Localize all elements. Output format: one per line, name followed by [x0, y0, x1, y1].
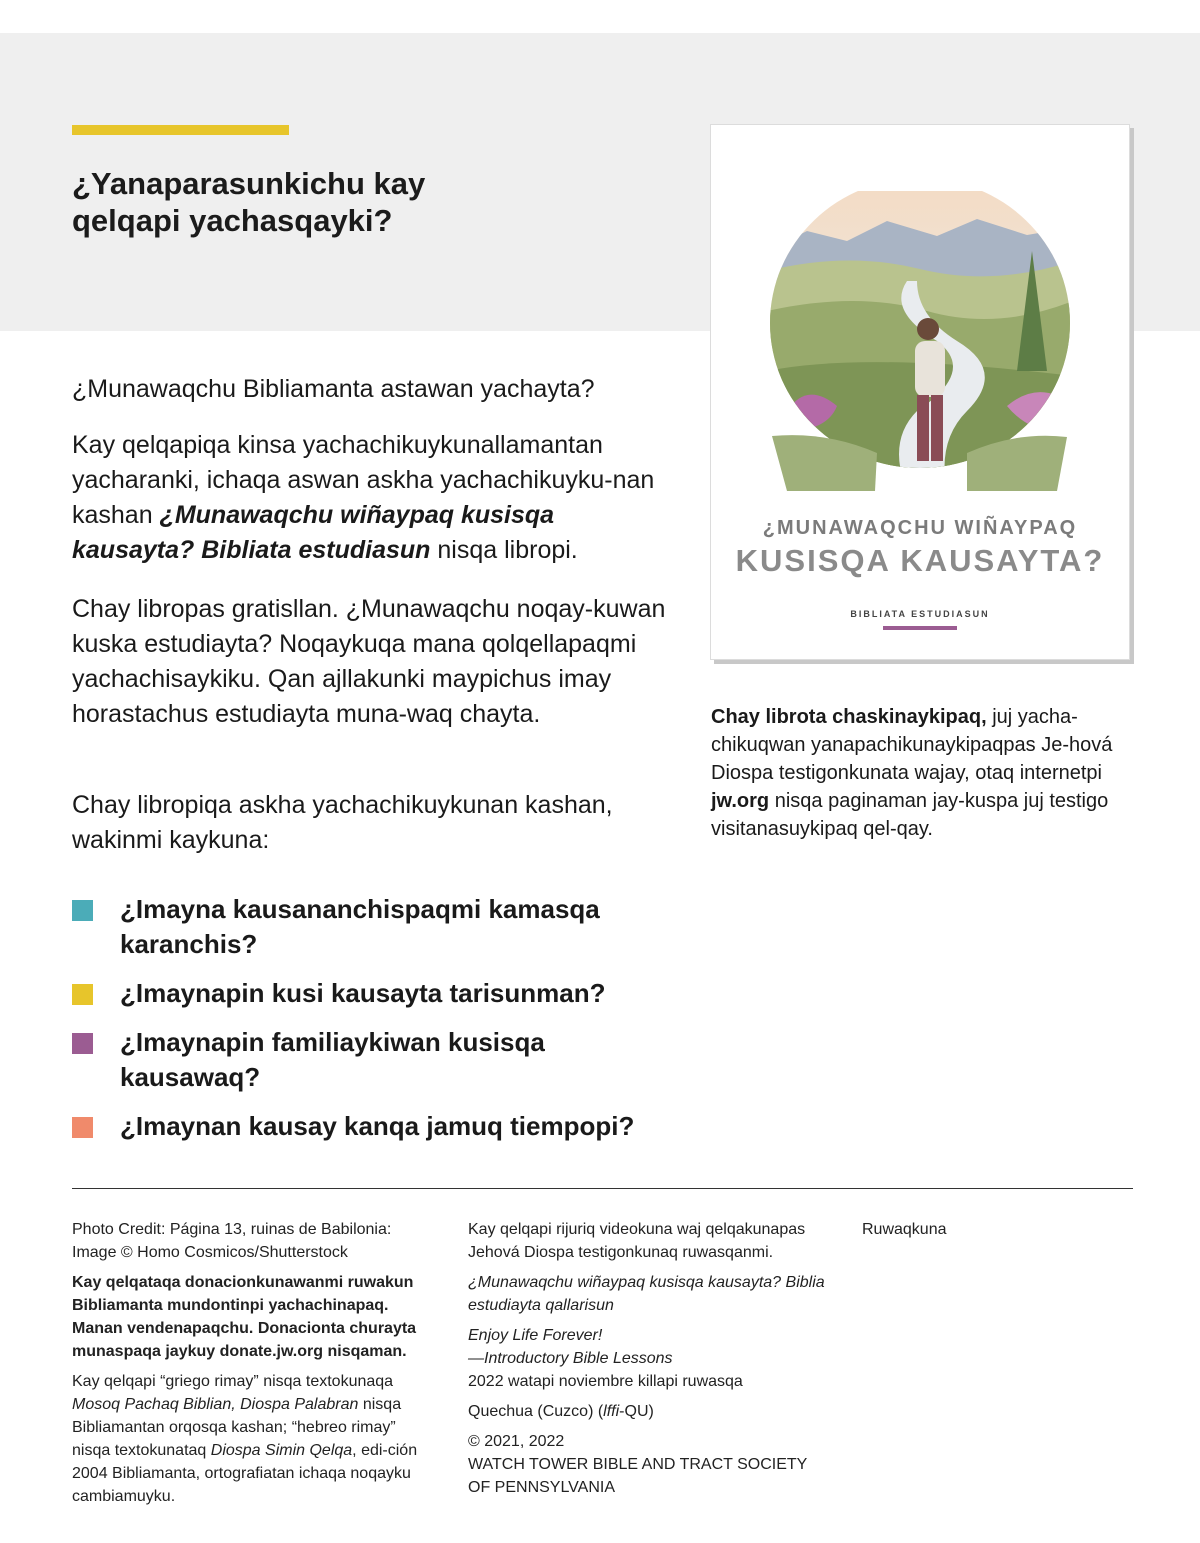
caption-text: nisqa paginaman jay-kuspa juj testigo visitanasuykipaq qel-qay. — [711, 790, 1109, 840]
square-bullet-icon — [72, 1033, 93, 1054]
landscape-illustration — [767, 191, 1073, 501]
square-bullet-icon — [72, 984, 93, 1005]
photo-credit — [72, 1218, 437, 1264]
copyright-years: © 2021, 2022 — [468, 1433, 565, 1450]
notice-text: Kay qelqapi “griego rimay” nisqa textokunaqa — [72, 1373, 394, 1390]
credit-line: Image © Homo Cosmicos/Shutterstock — [72, 1244, 348, 1261]
paragraph-text: Kay qelqapiqa kinsa yachachikuykunallamantan yacharanki, ichaqa aswan askha yachachikuyku-nan kashan — [72, 431, 655, 529]
publisher-note: Kay qelqapi rijuriq videokuna waj qelqakunapas Jehová Diospa testigonkunaq ruwasqanmi. — [468, 1221, 806, 1261]
footer-column-2 — [468, 1218, 838, 1506]
book-title-emphasis: ¿Munawaqchu wiñaypaq kusisqa kausayta? Bibliata estudiasun — [72, 501, 555, 564]
language-text: -QU) — [619, 1403, 654, 1420]
paragraph-text: nisqa libropi. — [430, 536, 578, 564]
question-text: ¿Imayna kausananchispaqmi kamasqa karanchis? — [120, 894, 600, 959]
footer-column-1 — [72, 1218, 437, 1515]
bible-title: Mosoq Pachaq Biblian, Diospa Palabran — [72, 1396, 359, 1413]
credit-line: Photo Credit: Página 13, ruinas de Babilonia: — [72, 1221, 392, 1238]
cover-caption — [711, 703, 1131, 843]
english-title: Enjoy Life Forever! — [468, 1327, 603, 1344]
accent-bar — [72, 125, 289, 135]
square-bullet-icon — [72, 1117, 93, 1138]
title-line-1: ¿Yanaparasunkichu kay — [72, 166, 426, 201]
intro-paragraph-1 — [72, 428, 672, 568]
list-item — [72, 976, 672, 1011]
title-line-2: qelqapi yachasqayki? — [72, 203, 393, 238]
language-code-italic: lffi — [603, 1403, 620, 1420]
copyright — [468, 1430, 838, 1499]
publisher-label: Ruwaqkuna — [862, 1221, 947, 1238]
square-bullet-icon — [72, 900, 93, 921]
footer-column-3 — [862, 1218, 1062, 1248]
footer-divider — [72, 1188, 1133, 1189]
caption-bold: Chay librota chaskinaykipaq, — [711, 706, 987, 728]
list-item — [72, 1025, 672, 1095]
page-title — [72, 165, 592, 239]
cover-accent-line — [883, 626, 957, 630]
book-cover — [710, 124, 1130, 660]
notice-text: nisqa Bibliamantan orqosqa kashan; “hebreo rimay” nisqa textokunataq — [72, 1396, 402, 1459]
cover-title-line-2: KUSISQA KAUSAYTA? — [735, 543, 1105, 578]
cover-title-line-1: ¿MUNAWAQCHU WIÑAYPAQ — [762, 517, 1078, 539]
cover-subtitle: BIBLIATA ESTUDIASUN — [850, 609, 990, 619]
english-subtitle: —Introductory Bible Lessons — [468, 1350, 673, 1367]
notice-text: , edi-ción 2004 Bibliamanta, ortografiatan ichaqa noqayku cambiamuyku. — [72, 1442, 418, 1505]
society-name: OF PENNSYLVANIA — [468, 1479, 615, 1496]
question-text: ¿Imaynan kausay kanqa jamuq tiempopi? — [120, 1111, 635, 1141]
bible-notice — [72, 1370, 437, 1508]
intro-paragraph-3: Chay libropiqa askha yachachikuykunan kashan, wakinmi kaykuna: — [72, 791, 613, 854]
book-title-english — [468, 1324, 838, 1393]
bible-title: Diospa Simin Qelqa — [210, 1442, 353, 1459]
website-link[interactable]: jw.org — [711, 790, 770, 812]
intro-paragraph-2: Chay libropas gratisllan. ¿Munawaqchu noqay-kuwan kuska estudiayta? Noqaykuqa mana qolqellapaqmi yachachisaykiku. Qan ajllakunki maypichus imay horastachus estudiayta muna-waq chayta. — [72, 595, 666, 728]
question-text: ¿Imaynapin kusi kausayta tarisunman? — [120, 978, 606, 1008]
list-item — [72, 1109, 672, 1144]
question-list — [72, 892, 672, 1158]
print-date: 2022 watapi noviembre killapi ruwasqa — [468, 1373, 743, 1390]
caption-text: juj yacha-chikuqwan yanapachikunaykipaqpas Je-hová Diospa testigonkunata wajay, otaq internetpi — [711, 706, 1113, 784]
language-text: Quechua (Cuzco) ( — [468, 1403, 604, 1420]
intro-lead: ¿Munawaqchu Bibliamanta astawan yachayta? — [72, 375, 595, 403]
list-item — [72, 892, 672, 962]
book-title-quechua: ¿Munawaqchu wiñaypaq kusisqa kausayta? Biblia estudiayta qallarisun — [468, 1274, 825, 1314]
question-text: ¿Imaynapin familiaykiwan kusisqa kausawaq? — [120, 1027, 545, 1092]
donation-notice: Kay qelqataqa donacionkunawanmi ruwakun Bibliamanta mundontinpi yachachinapaq. Manan vendenapaqchu. Donacionta churayta munaspaqa jaykuy donate.jw.org nisqaman. — [72, 1274, 417, 1360]
society-name: WATCH TOWER BIBLE AND TRACT SOCIETY — [468, 1456, 808, 1473]
language-code — [468, 1400, 838, 1423]
